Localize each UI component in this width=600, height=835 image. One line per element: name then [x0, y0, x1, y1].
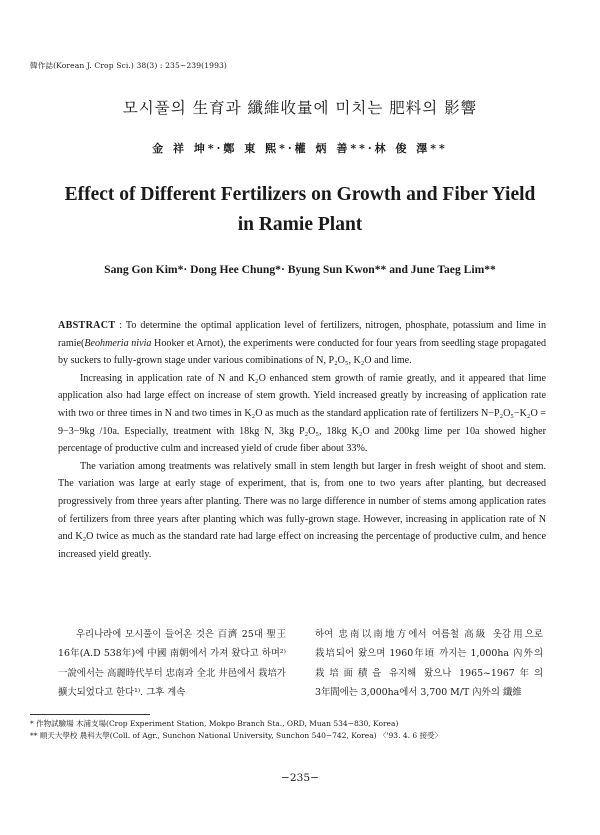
body-column-right: 하여 忠南以南地方에서 여름철 高級 옷감用으로 栽培되어 왔으며 1960年頃 까지는 1,000ha 內外의 栽培面積을 유지해 왔으나 1965~1967年의 3年間에는 3,000ha에서 3,700 M/T 內外의 纖維: [315, 629, 543, 699]
abstract: [58, 317, 546, 563]
english-title: Effect of Different Fertilizers on Growth and Fiber Yield in Ramie Plant: [64, 184, 536, 235]
abstract-paragraph-3: The variation among treatments was relatively small in stem length but larger in fresh weight of shoot and stem. The variation was large at early stage of experiment, that is, from one to two years after planting, but decreased progressively from three years after planting. There was no large difference in number of stems among application rates of fertilizers from three years after planting which was fully-grown stage. However, increasing in application rate of N and K₂O twice as much as the standard rate had large effect on increasing the percentage of productive culm, and hence increased yield greatly.: [58, 460, 546, 560]
english-authors: Sang Gon Kim*· Dong Hee Chung*· Byung Sun Kwon** and June Taeg Lim**: [104, 263, 496, 276]
body-column-left: 우리나라에 모시풀이 들어온 것은 百濟 25대 聖王 16年(A.D 538年)에 中國 南朝에서 가져 왔다고 하며²⁾ 一說에서는 高麗時代부터 忠南과 全北 井邑에서 栽培가 擴大되었다고 한다¹⁾. 그후 계속: [58, 629, 286, 699]
footnote-1: * 作物試驗場 木浦支場(Crop Experiment Station, Mokpo Branch Sta., ORD, Muan 534−830, Korea): [30, 719, 399, 728]
korean-authors: 金 祥 坤*·鄭 東 熙*·權 炳 善**·林 俊 澤**: [152, 142, 448, 155]
page-number: −235−: [281, 772, 319, 784]
abstract-paragraph-1: ABSTRACT : To determine the optimal application level of fertilizers, nitrogen, phosphate, potassium and lime in ramie(Beohmeria nivia Hooker et Arnot), the experiments were conducted for four years from seedling stage propagated by suckers to fully-grown stage under various comibinations of N, P₂O₅, K₂O and lime.: [58, 320, 546, 367]
abstract-paragraph-2: Increasing in application rate of N and K₂O enhanced stem growth of ramie greatly, and it appeared that lime application also had large effect on increase of stem growth. Yield increased greatly by increasing of application rate with two or three times in N and two times in K₂O as much as the standard application rate of fertilizers N−P₂O₅−K₂O = 9−3−9kg /10a. Especially, treatment with 18kg N, 3kg P₂O₅, 18kg K₂O and 200kg lime per 10a showed higher percentage of productive culm and increased yield of crude fiber about 33%.: [58, 372, 546, 455]
abstract-label: ABSTRACT: [58, 320, 116, 331]
species-name: Beohmeria nivia: [84, 337, 152, 349]
journal-citation: 韓作誌(Korean J. Crop Sci.) 38(3) : 235~239(1993): [30, 61, 227, 70]
korean-title: 모시풀의 生育과 纖維收量에 미치는 肥料의 影響: [122, 99, 478, 117]
footnote-2: ** 順天大學校 農科大學(Coll. of Agr., Sunchon National University, Sunchon 540−742, Korea) 〈'93. 4. 6 接受〉: [30, 731, 443, 740]
footnote-divider: [30, 714, 150, 715]
